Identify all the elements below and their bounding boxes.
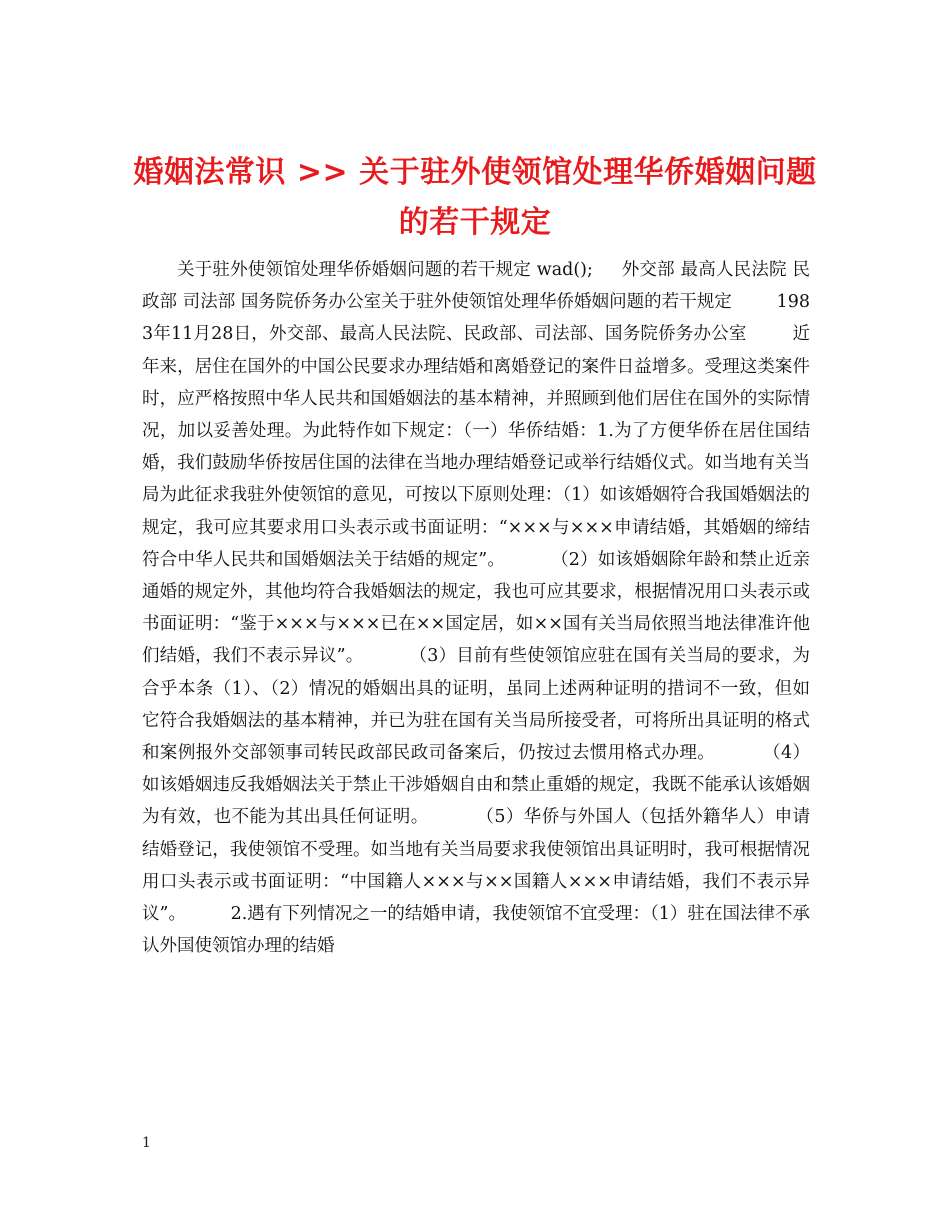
document-title: 婚姻法常识 >> 关于驻外使领馆处理华侨婚姻问题的若干规定 xyxy=(133,155,817,241)
page-number: 1 xyxy=(142,1135,151,1151)
document-body: 关于驻外使领馆处理华侨婚姻问题的若干规定 wad(); 外交部 最高人民法院 民政部 司法部 国务院侨务办公室关于驻外使领馆处理华侨婚姻问题的若干规定 1983年11月28日，外交部、最高人民法院、民政部、司法部、国务院侨务办公室 近年来，居住在国外的中国公民要求办理结婚和离婚登记的案件日益增多。受理这类案件时，应严格按照中华人民共和国婚姻法的基本精神，并照顾到他们居住在国外的实际情况，加以妥善处理。为此特作如下规定：（一）华侨结婚：1.为了方便华侨在居住国结婚，我们鼓励华侨按居住国的法律在当地办理结婚登记或举行结婚仪式。如当地有关当局为此征求我驻外使领馆的意见，可按以下原则处理：（1）如该婚姻符合我国婚姻法的规定，我可应其要求用口头表示或书面证明：“×××与×××申请结婚，其婚姻的缔结符合中华人民共和国婚姻法关于结婚的规定”。 （2）如该婚姻除年龄和禁止近亲通婚的规定外，其他均符合我婚姻法的规定，我也可应其要求，根据情况用口头表示或书面证明：“鉴于×××与×××已在××国定居，如××国有关当局依照当地法律准许他们结婚，我们不表示异议”。 （3）目前有些使领馆应驻在国有关当局的要求，为合乎本条（1）、（2）情况的婚姻出具的证明，虽同上述两种证明的措词不一致，但如它符合我婚姻法的基本精神，并已为驻在国有关当局所接受者，可将所出具证明的格式和案例报外交部领事司转民政部民政司备案后，仍按过去惯用格式办理。 （4）如该婚姻违反我婚姻法关于禁止干涉婚姻自由和禁止重婚的规定，我既不能承认该婚姻为有效，也不能为其出具任何证明。 （5）华侨与外国人（包括外籍华人）申请结婚登记，我使领馆不受理。如当地有关当局要求我使领馆出具证明时，我可根据情况用口头表示或书面证明：“中国籍人×××与××国籍人×××申请结婚，我们不表示异议”。 2.遇有下列情况之一的结婚申请，我使领馆不宜受理：（1）驻在国法律不承认外国使领馆办理的结婚 xyxy=(142,260,810,957)
